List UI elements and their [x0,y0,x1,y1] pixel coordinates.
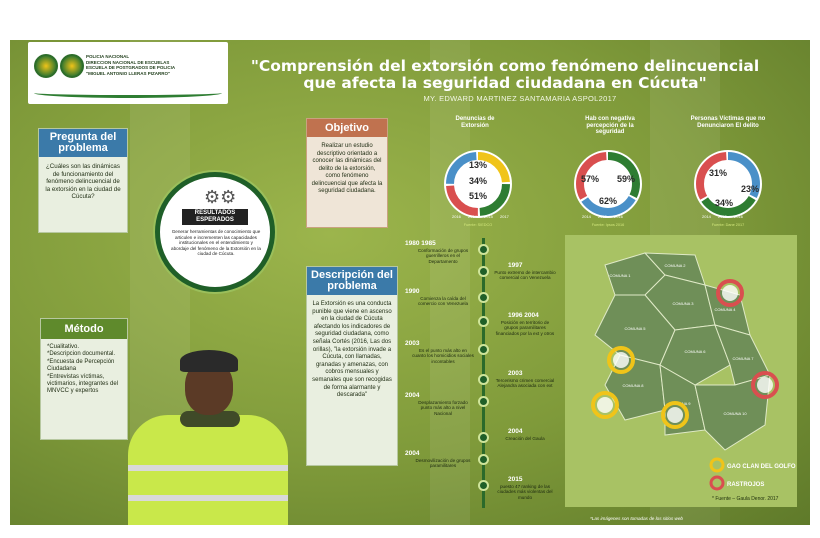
donut-value-label: 59% [616,174,636,184]
poster-author: MY. EDWARD MARTINEZ SANTAMARIA ASPOL2017 [423,94,617,103]
metodo-item: *Entrevistas víctimas, victimarios, integrantes del MNVCC y expertos [47,373,119,395]
donut-value-label: 62% [598,196,618,206]
year-label: 2014 [468,214,477,219]
marker-center [722,285,738,301]
timeline-event: puesto 47 ranking de las ciudades más violentas del mundo [497,484,553,500]
timeline-dot [478,292,489,303]
resultados-circle [155,172,275,292]
legend-label: GAO CLAN DEL GOLFO [727,464,796,470]
timeline-year: 2004 [405,392,420,399]
institution-name [86,54,226,76]
institution-line: ESCUELA DE POSTGRADOS DE POLICIA [86,65,176,70]
jacket-reflective-stripe [128,465,288,471]
comuna-label: COMUNA 4 [714,307,736,312]
donut-value-label: 13% [468,160,488,170]
pregunta-title: Pregunta del problema [39,129,127,157]
timeline-year: 1980 1985 [405,240,436,247]
timeline-event: Desplazamiento forzado punto más alto a nivel Nacional [418,400,468,416]
descripcion-title: Descripción del problema [307,267,397,295]
institution-line: DIRECCION NACIONAL DE ESCUELAS [86,59,170,65]
donut-value-label: 57% [580,174,600,184]
timeline-year: 2004 [508,428,523,435]
donut-backdrop [574,150,642,218]
timeline-dot [478,454,489,465]
timeline-year: 2003 [405,340,420,347]
donut-chart-no-denuncia [688,132,768,228]
marker-center [597,397,613,413]
institution-line: POLICIA NACIONAL [86,54,130,59]
police-seal-icon [34,54,58,78]
timeline-dot [478,266,489,277]
timeline-event: Conformación de grupos guerrilleros en el Departamento [417,248,469,264]
comuna-label: COMUNA 2 [664,263,686,268]
logo-swoosh [34,88,222,98]
comuna-label: COMUNA 10 [723,411,747,416]
officer-cap [180,350,238,372]
metodo-item: *Cualitativo. [47,344,80,350]
poster-title: "Comprensión del extorsión como fenómeno delincuencial que afecta la seguridad ciudadana en Cúcuta" [250,57,760,92]
timeline-dot [478,344,489,355]
comuna-label: COMUNA 7 [732,356,754,361]
pregunta-text: ¿Cuáles son las dinámicas de funcionamiento del fenómeno delincuencial de la extorsión en la ciudad de Cúcuta? [45,163,121,200]
objetivo-text: Realizar un estudio descriptivo orientado a conocer las dinámicas del delito de la extorsión, como fenómeno delincuencial que afecta la seguridad ciudadana. [311,143,383,194]
comuna-label: COMUNA 6 [684,349,706,354]
infographic-poster [10,40,810,525]
timeline-event: Es el punto más alto en cuanto los homicidios sociales incontables [412,348,474,364]
timeline-event: Desmovilización de grupos paramilitares [415,458,471,469]
year-label: 2016 [452,214,461,219]
donut-value-label: 31% [708,168,728,178]
comuna-label: COMUNA 3 [672,301,694,306]
resultados-text: Generar herramientas de conocimiento que articulen e incrementen las capacidades institucionales en el entendimiento y abordaje del fenómeno de la Extorsión en la ciudad de Cúcuta. [171,229,261,257]
comuna-label: COMUNA 5 [624,326,646,331]
school-seal-icon [60,54,84,78]
institution-logo-panel [28,42,228,104]
descripcion-text: La Extorsión es una conducta punible que viene en ascenso en la ciudad de Cúcuta afectando los indicadores de seguridad ciudadana, como señala Cortés (2016, Las dos orillas), "la extorsión invade a Cúcuta, con llamadas, granadas y amenazas, con cobros mensuales y semanales que son recogidas de forma alarmante y descarada" [312,301,392,399]
marker-center [757,377,773,393]
resultados-badge-line: ESPERADOS [196,217,234,223]
year-label: 2016 [734,214,743,219]
institution-line: "MIGUEL ANTONIO LLERAS PIZARRO" [86,70,171,76]
metodo-list [41,339,127,401]
jacket-reflective-stripe [128,495,288,501]
comuna-label: COMUNA 9 [669,401,691,406]
metodo-item: *Encuesta de Percepción Ciudadana [47,358,115,373]
chart-title: Hab con negativa percepción de la seguridad [585,116,635,136]
timeline-line [482,238,485,508]
legend-marker-icon [711,477,723,489]
timeline-dot [478,244,489,255]
year-label: 2016 [614,214,623,219]
police-officer-image [120,345,290,525]
year-label: 2015 [598,214,607,219]
metodo-box [40,318,128,440]
year-label: 2017 [500,214,509,219]
timeline-event: Comienza la caída del comercio con Venezuela [417,296,469,307]
timeline-year: 1996 2004 [508,312,539,319]
resultados-badge [182,209,248,225]
marker-center [667,407,683,423]
timeline-event: Creación del Gaula [505,436,545,441]
metodo-title: Método [41,319,127,339]
gears-icon: ⚙⚙ [204,187,237,207]
comuna-label: COMUNA 1 [609,273,631,278]
year-label: 2014 [702,214,711,219]
resultados-badge-line: RESULTADOS [194,210,236,216]
chart-title: Denuncias de Extorsión [455,116,495,129]
timeline-event: Tercerismo crimen comercial Alejandra asociada con ext [495,378,555,389]
timeline-event: Posición en territorio de grupos paramilitares financiados por la ext y otros [495,320,555,336]
donut-value-label: 23% [740,184,760,194]
donut-chart-denuncias [438,132,518,228]
timeline-year: 1997 [508,262,523,269]
timeline-year: 2015 [508,476,523,483]
timeline-event: Punto extremo de intercambio comercial con Venezuela [494,270,556,281]
donut-value-label: 34% [468,176,488,186]
donut-chart-percepcion [568,132,648,228]
legend-marker-icon [711,459,723,471]
comunas-map-svg [565,235,797,507]
legend-label: RASTROJOS [727,482,765,488]
cucuta-map [565,235,797,507]
timeline-dot [478,432,489,443]
chart-source: Fuente: Dane 2017 [711,223,745,227]
timeline-year: 2004 [405,450,420,457]
timeline-dot [478,396,489,407]
timeline-year: 2003 [508,370,523,377]
map-source: * Fuente – Gaula Denor. 2017 [712,496,779,502]
footer-note: *Las imágenes son tomadas de los sitios web [590,516,683,521]
objetivo-box [306,118,388,228]
year-label: 2014 [582,214,591,219]
metodo-item: *Descripcion documental. [47,351,116,358]
comuna-label: COMUNA 8 [622,383,644,388]
donut-value-label: 34% [714,198,734,208]
donut-value-label: 51% [468,191,488,201]
timeline-dot [478,316,489,327]
objetivo-title: Objetivo [307,119,387,137]
marker-center [613,352,629,368]
descripcion-box [306,266,398,466]
chart-source: Fuente: SIEDCO [463,223,493,227]
year-label: 2015 [718,214,727,219]
timeline-dot [478,480,489,491]
timeline-dot [478,374,489,385]
chart-source: Fuente: Ipsos 2016 [591,223,625,227]
pregunta-box [38,128,128,233]
year-label: 2015 [484,214,493,219]
chart-title: Personas Víctimas que no Denunciaron El delito [690,116,766,129]
timeline-year: 1990 [405,288,420,295]
